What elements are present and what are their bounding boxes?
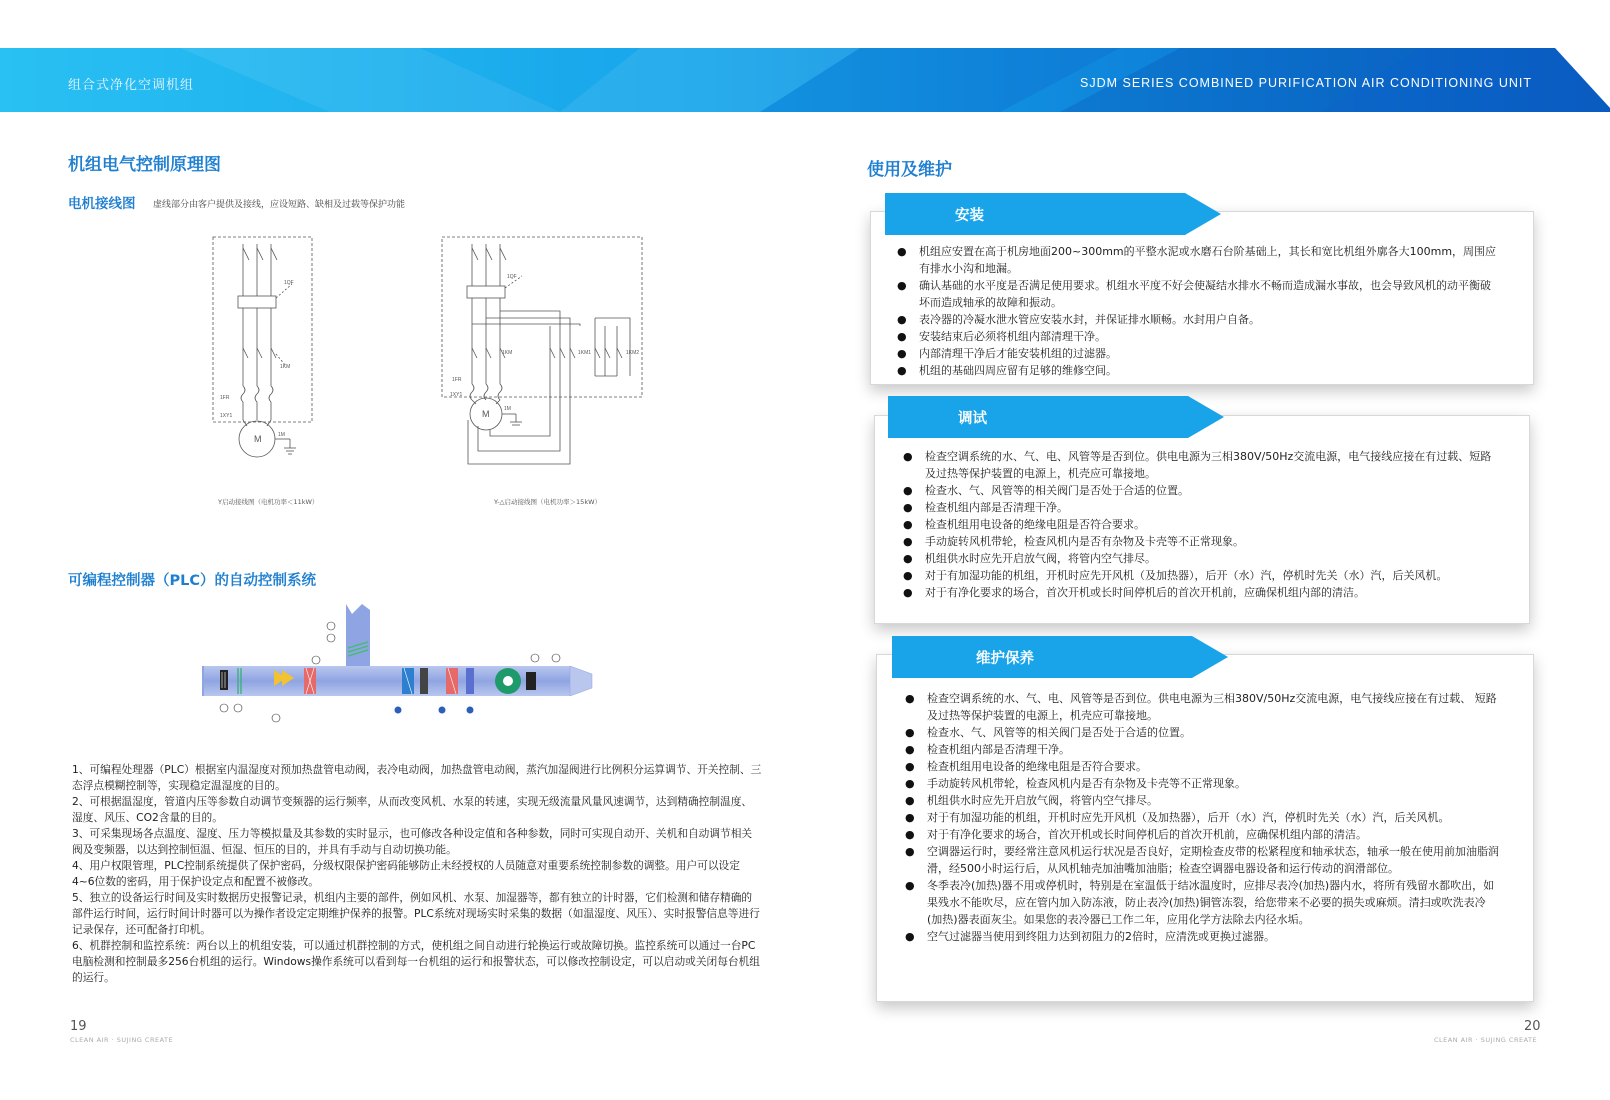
list-item: ● 检查机组内部是否清理干净。 bbox=[905, 741, 1499, 758]
maintain-list bbox=[905, 690, 1499, 945]
list-item: ● 机组供水时应先开启放气阀，将管内空气排尽。 bbox=[905, 792, 1499, 809]
list-item: ● 检查水、气、风管等的相关阀门是否处于合适的位置。 bbox=[903, 482, 1493, 499]
d2-label-1m: 1M bbox=[504, 406, 511, 412]
motor-wiring-diagram bbox=[200, 236, 670, 506]
plc-description bbox=[72, 762, 762, 986]
footer-left: CLEAN AIR · SUJING CREATE bbox=[70, 1036, 174, 1044]
d2-label-1fr: 1FR bbox=[452, 377, 462, 383]
debug-card bbox=[874, 415, 1530, 624]
list-item: ● 手动旋转风机带轮，检查风机内是否有杂物及卡壳等不正常现象。 bbox=[905, 775, 1499, 792]
debug-list bbox=[903, 448, 1493, 601]
list-item: ● 机组供水时应先开启放气阀，将管内空气排尽。 bbox=[903, 550, 1493, 567]
list-item: ● 检查水、气、风管等的相关阀门是否处于合适的位置。 bbox=[905, 724, 1499, 741]
plc-paragraph: 5、独立的设备运行时间及实时数据历史报警记录，机组内主要的部件，例如风机、水泵、加湿器等，都有独立的计时器，它们检测和储存精确的部件运行时间，运行时间计时器可以为操作者设定定期维护保养的报警。PLC系统对现场实时采集的数据（如温湿度、风压）、实时报警信息等进行记录保存，还可配备打印机。 bbox=[72, 891, 760, 936]
ahu-schematic bbox=[196, 604, 616, 744]
d1-label-1fr: 1FR bbox=[220, 395, 230, 401]
install-tab bbox=[885, 193, 1221, 235]
list-item: ● 对于有加湿功能的机组，开机时应先开风机（及加热器），后开（水）汽，停机时先关（水）汽，后关风机。 bbox=[903, 567, 1493, 584]
list-item: ● 对于有加湿功能的机组，开机时应先开风机（及加热器），后开（水）汽，停机时先关（水）汽，后关风机。 bbox=[905, 809, 1499, 826]
list-item: ● 机组的基础四周应留有足够的维修空间。 bbox=[897, 362, 1497, 379]
plc-paragraph: 2、可根据温湿度，管道内压等参数自动调节变频器的运行频率，从而改变风机、水泵的转速，实现无级流量风量风速调节，达到精确控制温度、湿度、风压、CO2含量的目的。 bbox=[72, 795, 753, 824]
d1-label-1xy1: 1XY1 bbox=[220, 413, 233, 419]
footer-right: CLEAN AIR · SUJING CREATE bbox=[1434, 1036, 1538, 1044]
plc-paragraph: 1、可编程处理器（PLC）根据室内温湿度对预加热盘管电动阀，表冷电动阀，加热盘管电动阀，蒸汽加湿阀进行比例积分运算调节、开关控制、三态浮点模糊控制等，实现稳定温湿度的目的。 bbox=[72, 763, 762, 792]
list-item: ● 内部清理干净后才能安装机组的过滤器。 bbox=[897, 345, 1497, 362]
list-item: ● 检查机组内部是否清理干净。 bbox=[903, 499, 1493, 516]
list-item: ● 对于有净化要求的场合，首次开机或长时间停机后的首次开机前，应确保机组内部的清洁。 bbox=[905, 826, 1499, 843]
install-list bbox=[897, 243, 1497, 379]
diagram1-caption: Y启动接线图（电机功率＜11kW） bbox=[218, 498, 319, 506]
list-item: ● 检查空调系统的水、气、电、风管等是否到位。供电电源为三相380V/50Hz交流电源，电气接线应接在有过载、短路及过热等保护装置的电源上，机壳应可靠接地。 bbox=[903, 448, 1493, 482]
d2-label-1km2: 1KM2 bbox=[626, 350, 640, 356]
d1-label-m: M bbox=[254, 434, 262, 444]
maintain-tab-label: 维护保养 bbox=[976, 651, 1034, 667]
d2-label-1km1: 1KM1 bbox=[578, 350, 592, 356]
list-item: ● 检查机组用电设备的绝缘电阻是否符合要求。 bbox=[903, 516, 1493, 533]
debug-tab-label: 调试 bbox=[958, 411, 987, 427]
motor-wiring-title: 电机接线图 bbox=[68, 196, 136, 212]
plc-title: 可编程控制器（PLC）的自动控制系统 bbox=[68, 573, 317, 589]
list-item: ● 表冷器的冷凝水泄水管应安装水封，并保证排水顺畅。水封用户自备。 bbox=[897, 311, 1497, 328]
list-item: ● 空气过滤器当使用到终阻力达到初阻力的2倍时，应清洗或更换过滤器。 bbox=[905, 928, 1499, 945]
motor-wiring-note: 虚线部分由客户提供及接线，应设短路、缺相及过载等保护功能 bbox=[153, 200, 406, 210]
usage-title: 使用及维护 bbox=[867, 160, 952, 180]
d2-label-1xy1: 1XY1 bbox=[450, 392, 463, 398]
debug-tab bbox=[888, 396, 1224, 438]
list-item: ● 空调器运行时，要经常注意风机运行状况是否良好，定期检查皮带的松紧程度和轴承状态，轴承一般在使用前加油脂润滑，经500小时运行后，从风机轴壳加油嘴加油脂；检查空调器电器设备和运行传动的润滑部位。 bbox=[905, 843, 1499, 877]
list-item: ● 检查空调系统的水、气、电、风管等是否到位。供电电源为三相380V/50Hz交流电源，电气接线应接在有过载、 短路及过热等保护装置的电源上，机壳应可靠接地。 bbox=[905, 690, 1499, 724]
page-number-left: 19 bbox=[70, 1019, 87, 1034]
d1-label-1m: 1M bbox=[278, 432, 285, 438]
list-item: ● 对于有净化要求的场合，首次开机或长时间停机后的首次开机前，应确保机组内部的清洁。 bbox=[903, 584, 1493, 601]
page-number-right: 20 bbox=[1524, 1019, 1541, 1034]
plc-paragraph: 6、机群控制和监控系统：两台以上的机组安装，可以通过机群控制的方式，使机组之间自动进行轮换运行或故障切换。监控系统可以通过一台PC电脑检测和控制最多256台机组的运行。Windows操作系统可以看到每一台机组的运行和报警状态，可以修改控制设定，可以启动或关闭每台机组的运行。 bbox=[72, 939, 760, 984]
header-left-title: 组合式净化空调机组 bbox=[68, 78, 195, 93]
plc-paragraph: 4、用户权限管理，PLC控制系统提供了保护密码，分级权限保护密码能够防止未经授权的人员随意对重要系统控制参数的调整。用户可以设定4~6位数的密码，用于保护设定点和配置不被修改。 bbox=[72, 859, 740, 888]
list-item: ● 冬季表冷(加热)器不用或停机时，特别是在室温低于结冰温度时，应排尽表冷(加热)器内水，将所有残留水都吹出，如果残水不能吹尽，应在管内加入防冻液，防止表冷(加热)铜管冻裂，给您带来不必要的损失或麻烦。清扫或吹洗表冷(加热)器表面灰尘。如果您的表冷器已工作二年，应用化学方法除去内径水垢。 bbox=[905, 877, 1499, 928]
plc-paragraph: 3、可采集现场各点温度、湿度、压力等模拟量及其参数的实时显示，也可修改各种设定值和各种参数，同时可实现自动开、关机和自动调节相关阀及变频器，以达到控制恒温、恒湿、恒压的目的，并具有手动与自动切换功能。 bbox=[72, 827, 753, 856]
d2-label-m: M bbox=[482, 409, 490, 419]
maintain-card bbox=[876, 654, 1534, 1002]
d1-label-1qf: 1QF bbox=[284, 280, 294, 286]
list-item: ● 检查机组用电设备的绝缘电阻是否符合要求。 bbox=[905, 758, 1499, 775]
electrical-title: 机组电气控制原理图 bbox=[68, 155, 221, 175]
list-item: ● 确认基础的水平度是否满足使用要求。机组水平度不好会使凝结水排水不畅而造成漏水事故，也会导致风机的动平衡破坏而造成轴承的故障和振动。 bbox=[897, 277, 1497, 311]
diagram2-caption: Y-△启动接线图（电机功率＞15kW） bbox=[494, 498, 602, 506]
install-card bbox=[870, 211, 1534, 385]
header-right-title: SJDM SERIES COMBINED PURIFICATION AIR CONDITIONING UNIT bbox=[1079, 76, 1532, 90]
install-tab-label: 安装 bbox=[955, 208, 984, 224]
d2-label-1qf: 1QF bbox=[507, 274, 517, 280]
list-item: ● 安装结束后必须将机组内部清理干净。 bbox=[897, 328, 1497, 345]
d2-label-1km: 1KM bbox=[502, 350, 513, 356]
maintain-tab bbox=[892, 636, 1228, 678]
d1-label-1km: 1KM bbox=[280, 364, 291, 370]
list-item: ● 手动旋转风机带轮，检查风机内是否有杂物及卡壳等不正常现象。 bbox=[903, 533, 1493, 550]
list-item: ● 机组应安置在高于机房地面200~300mm的平整水泥或水磨石台阶基础上，其长和宽比机组外廓各大100mm，周围应有排水小沟和地漏。 bbox=[897, 243, 1497, 277]
